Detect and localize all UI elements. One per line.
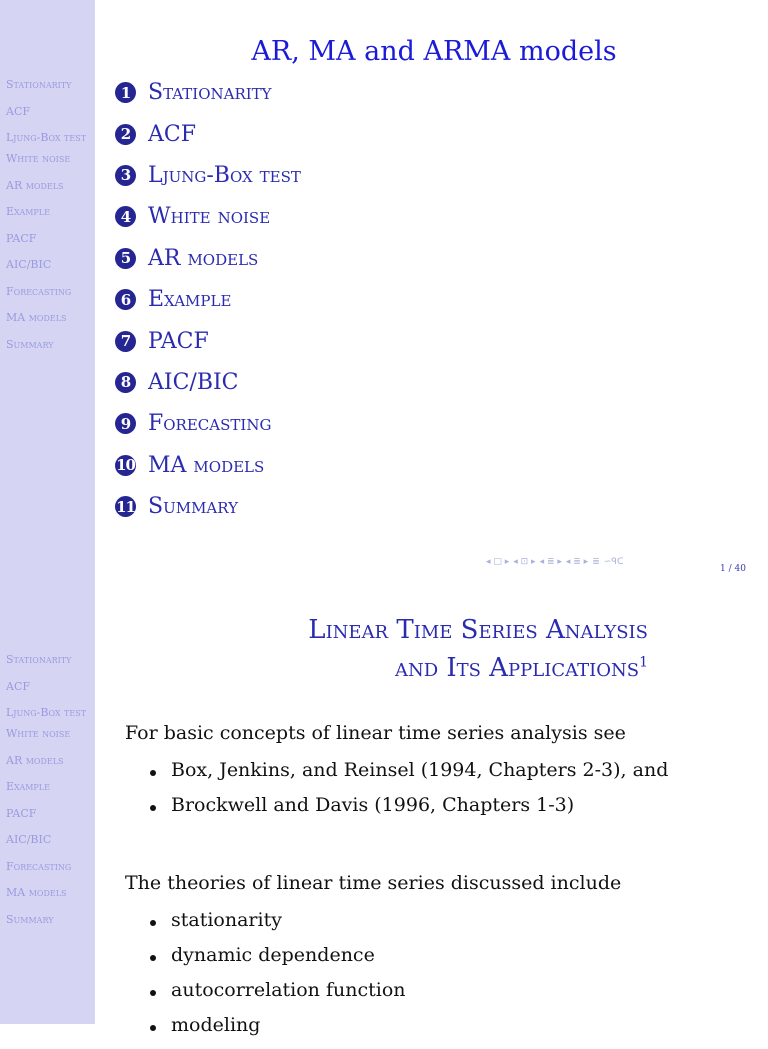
theories-list — [150, 909, 406, 1049]
subsection-nav-icon[interactable]: ◂ ⊡ ▸ — [513, 557, 536, 567]
toc-number-badge: 8 — [115, 372, 136, 393]
toc-item-aic-bic[interactable] — [115, 362, 301, 403]
sidebar-nav-list — [6, 79, 90, 365]
sidebar-item-white-noise[interactable]: White noise — [6, 152, 71, 165]
reference-item: Brockwell and Davis (1996, Chapters 1-3) — [150, 794, 668, 829]
toc-number-badge: 11 — [116, 497, 135, 516]
sidebar-item-acf[interactable]: ACF — [6, 104, 30, 118]
toc-number-badge: 9 — [115, 413, 136, 434]
reference-item: Box, Jenkins, and Reinsel (1994, Chapters 2-3), and — [150, 759, 668, 794]
sidebar-item-forecasting[interactable]: Forecasting — [6, 284, 72, 298]
footnote-mark: 1 — [639, 654, 648, 671]
toc-label: Example — [148, 287, 232, 313]
slide-linear-time-series — [0, 585, 768, 1036]
toc-label: MA models — [148, 452, 265, 478]
sidebar-item-pacf[interactable]: PACF — [6, 806, 37, 820]
sidebar-nav — [0, 0, 95, 585]
toc-item-ar-models[interactable] — [115, 238, 301, 279]
toc-label: White noise — [148, 204, 271, 230]
toc-number-badge: 3 — [115, 165, 136, 186]
sidebar-item-ar-models[interactable]: AR models — [6, 178, 64, 192]
sidebar-nav-list — [6, 654, 90, 940]
references-list — [150, 759, 668, 829]
sidebar-item-stationarity[interactable]: Stationarity — [6, 78, 72, 91]
intro-text: For basic concepts of linear time series analysis see — [125, 722, 626, 744]
toc-label: Stationarity — [148, 80, 272, 106]
toc-label: Summary — [148, 494, 238, 520]
sidebar-item-example[interactable]: Example — [6, 780, 50, 793]
sidebar-item-forecasting[interactable]: Forecasting — [6, 859, 72, 873]
sidebar-item-white-noise[interactable]: White noise — [6, 727, 71, 740]
sidebar-item-ljung-box[interactable]: Ljung-Box test — [6, 131, 87, 144]
toc-item-forecasting[interactable] — [115, 403, 301, 444]
sidebar-item-aic-bic[interactable]: AIC/BIC — [6, 258, 52, 271]
beamer-navigation-bar — [486, 557, 628, 567]
page-number: 1 / 40 — [720, 564, 746, 574]
toc-item-white-noise[interactable] — [115, 196, 301, 237]
toc-item-pacf[interactable] — [115, 320, 301, 361]
toc-number-badge: 2 — [115, 124, 136, 145]
sidebar-item-stationarity[interactable]: Stationarity — [6, 653, 72, 666]
toc-number-badge: 5 — [115, 248, 136, 269]
toc-label: PACF — [148, 328, 209, 354]
sidebar-item-ljung-box[interactable]: Ljung-Box test — [6, 706, 87, 719]
title-line-2: and Its Applications — [394, 653, 640, 683]
theory-item: dynamic dependence — [150, 944, 406, 979]
sidebar-nav — [0, 585, 95, 1024]
sidebar-item-summary[interactable]: Summary — [6, 912, 54, 926]
sidebar-item-example[interactable]: Example — [6, 205, 50, 218]
title-line-1: Linear Time Series Analysis — [308, 615, 648, 645]
toc-label: AR models — [148, 245, 259, 271]
toc-item-acf[interactable] — [115, 113, 301, 154]
toc-number-badge: 7 — [115, 331, 136, 352]
toc-item-ma-models[interactable] — [115, 445, 301, 486]
toc-label: ACF — [148, 121, 196, 147]
slide-title: AR, MA and ARMA models — [251, 36, 617, 67]
theory-item: autocorrelation function — [150, 979, 406, 1014]
align-icon[interactable]: ≣ — [592, 557, 600, 567]
theories-intro-text: The theories of linear time series discussed include — [125, 872, 622, 894]
toc-number-badge: 4 — [115, 206, 136, 227]
toc-label: Forecasting — [148, 411, 272, 437]
toc-item-ljung-box[interactable] — [115, 155, 301, 196]
sidebar-item-acf[interactable]: ACF — [6, 679, 30, 693]
sidebar-item-aic-bic[interactable]: AIC/BIC — [6, 833, 52, 846]
toc-item-stationarity[interactable] — [115, 72, 301, 113]
section-nav-icon[interactable]: ◂ ≣ ▸ — [539, 557, 562, 567]
toc-number-badge: 1 — [115, 82, 136, 103]
sidebar-item-ma-models[interactable]: MA models — [6, 311, 67, 324]
toc-number-badge: 10 — [116, 456, 135, 475]
slide-title — [100, 611, 648, 687]
subsection2-nav-icon[interactable]: ◂ ≣ ▸ — [565, 557, 589, 567]
sidebar-item-summary[interactable]: Summary — [6, 337, 54, 351]
table-of-contents — [115, 72, 301, 527]
sidebar-item-ar-models[interactable]: AR models — [6, 753, 64, 767]
toc-label: Ljung-Box test — [148, 162, 301, 188]
theory-item: stationarity — [150, 909, 406, 944]
toc-item-example[interactable] — [115, 279, 301, 320]
toc-number-badge: 6 — [115, 289, 136, 310]
toc-label: AIC/BIC — [148, 369, 239, 395]
toc-item-summary[interactable] — [115, 486, 301, 527]
sidebar-item-pacf[interactable]: PACF — [6, 231, 37, 245]
search-icon[interactable]: ∽ᑫᑕ — [603, 557, 624, 567]
theory-item: modeling — [150, 1014, 406, 1049]
frame-nav-icon[interactable]: ◂ □ ▸ — [486, 557, 510, 567]
sidebar-item-ma-models[interactable]: MA models — [6, 886, 67, 899]
